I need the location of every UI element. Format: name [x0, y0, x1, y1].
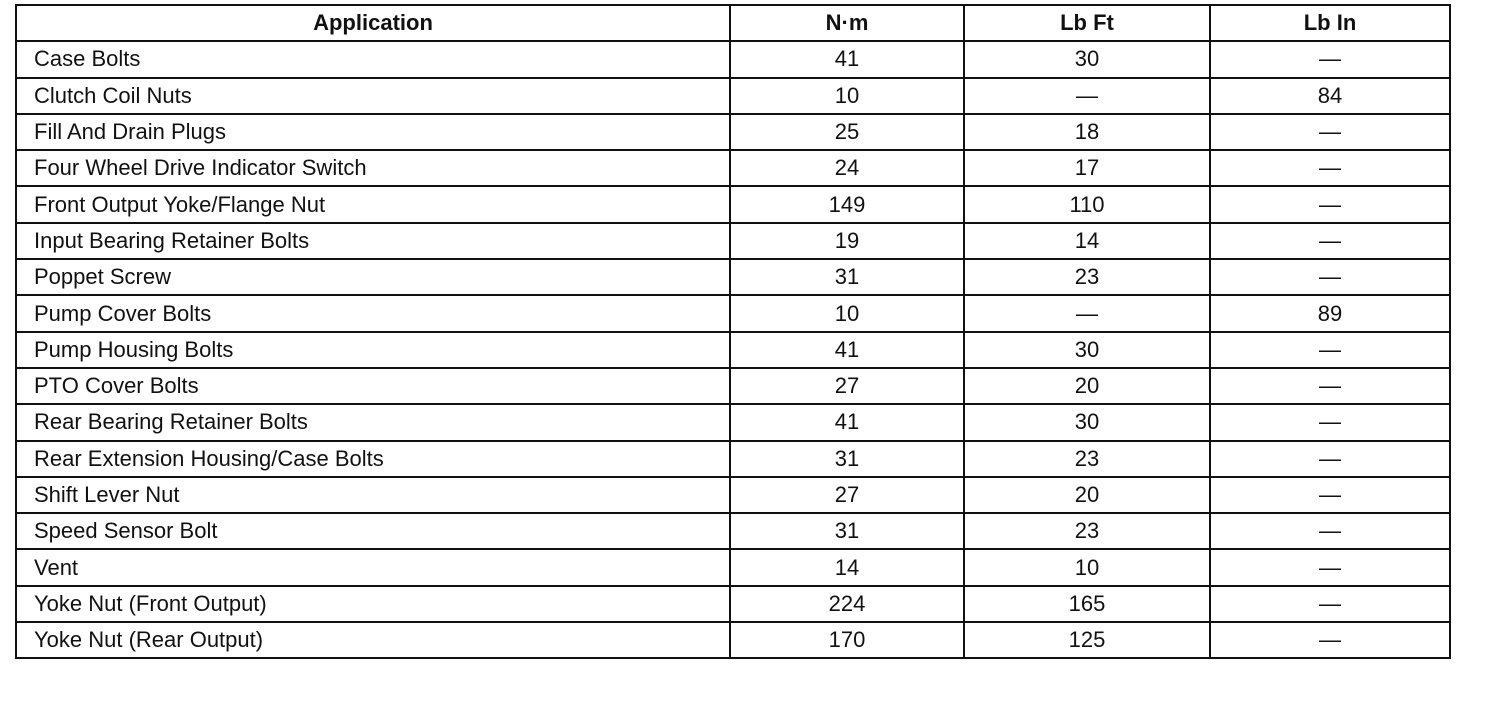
cell-lbin: — — [1210, 259, 1450, 295]
cell-lbin: — — [1210, 186, 1450, 222]
cell-lbin: — — [1210, 622, 1450, 658]
cell-lbft: 30 — [964, 332, 1210, 368]
cell-lbin: — — [1210, 404, 1450, 440]
cell-application: Shift Lever Nut — [16, 477, 730, 513]
header-lbin: Lb In — [1210, 5, 1450, 41]
cell-lbin: — — [1210, 332, 1450, 368]
cell-lbft: 30 — [964, 404, 1210, 440]
cell-lbft: 165 — [964, 586, 1210, 622]
header-lbft: Lb Ft — [964, 5, 1210, 41]
cell-application: Yoke Nut (Rear Output) — [16, 622, 730, 658]
cell-nm: 24 — [730, 150, 964, 186]
cell-nm: 149 — [730, 186, 964, 222]
cell-lbin: — — [1210, 150, 1450, 186]
cell-lbin: — — [1210, 368, 1450, 404]
table-row — [16, 223, 1450, 259]
torque-specifications-table — [15, 4, 1451, 659]
table-row — [16, 259, 1450, 295]
cell-nm: 224 — [730, 586, 964, 622]
cell-lbft: 23 — [964, 259, 1210, 295]
cell-lbin: — — [1210, 223, 1450, 259]
table-row — [16, 622, 1450, 658]
cell-lbin: — — [1210, 586, 1450, 622]
cell-lbft: 30 — [964, 41, 1210, 77]
table-row — [16, 404, 1450, 440]
cell-nm: 25 — [730, 114, 964, 150]
cell-application: Four Wheel Drive Indicator Switch — [16, 150, 730, 186]
cell-application: Yoke Nut (Front Output) — [16, 586, 730, 622]
cell-application: Front Output Yoke/Flange Nut — [16, 186, 730, 222]
cell-lbin: — — [1210, 41, 1450, 77]
cell-nm: 27 — [730, 477, 964, 513]
header-nm: N·m — [730, 5, 964, 41]
cell-nm: 170 — [730, 622, 964, 658]
cell-application: Speed Sensor Bolt — [16, 513, 730, 549]
cell-nm: 41 — [730, 41, 964, 77]
table-row — [16, 513, 1450, 549]
cell-lbft: 20 — [964, 368, 1210, 404]
table-row — [16, 114, 1450, 150]
cell-nm: 31 — [730, 441, 964, 477]
cell-nm: 27 — [730, 368, 964, 404]
cell-lbft: 20 — [964, 477, 1210, 513]
table-row — [16, 332, 1450, 368]
cell-application: Rear Bearing Retainer Bolts — [16, 404, 730, 440]
table-row — [16, 368, 1450, 404]
cell-nm: 19 — [730, 223, 964, 259]
cell-lbft: 23 — [964, 513, 1210, 549]
cell-nm: 10 — [730, 295, 964, 331]
cell-lbft: — — [964, 295, 1210, 331]
cell-lbin: — — [1210, 477, 1450, 513]
cell-nm: 41 — [730, 332, 964, 368]
cell-lbin: — — [1210, 114, 1450, 150]
table-row — [16, 150, 1450, 186]
cell-nm: 41 — [730, 404, 964, 440]
header-application: Application — [16, 5, 730, 41]
table-body — [16, 41, 1450, 658]
cell-application: Vent — [16, 549, 730, 585]
cell-lbin: — — [1210, 549, 1450, 585]
cell-lbft: 125 — [964, 622, 1210, 658]
table-row — [16, 41, 1450, 77]
table-row — [16, 441, 1450, 477]
cell-application: Pump Housing Bolts — [16, 332, 730, 368]
cell-lbft: — — [964, 78, 1210, 114]
cell-nm: 14 — [730, 549, 964, 585]
cell-lbft: 10 — [964, 549, 1210, 585]
cell-application: Case Bolts — [16, 41, 730, 77]
cell-application: PTO Cover Bolts — [16, 368, 730, 404]
cell-application: Fill And Drain Plugs — [16, 114, 730, 150]
table-row — [16, 186, 1450, 222]
cell-lbft: 18 — [964, 114, 1210, 150]
cell-application: Clutch Coil Nuts — [16, 78, 730, 114]
cell-application: Poppet Screw — [16, 259, 730, 295]
cell-application: Input Bearing Retainer Bolts — [16, 223, 730, 259]
cell-lbin: — — [1210, 513, 1450, 549]
cell-lbin: 89 — [1210, 295, 1450, 331]
cell-nm: 31 — [730, 513, 964, 549]
cell-lbft: 23 — [964, 441, 1210, 477]
cell-lbft: 110 — [964, 186, 1210, 222]
cell-lbft: 14 — [964, 223, 1210, 259]
table-row — [16, 549, 1450, 585]
table-row — [16, 78, 1450, 114]
table-header-row — [16, 5, 1450, 41]
table-row — [16, 295, 1450, 331]
cell-lbft: 17 — [964, 150, 1210, 186]
cell-lbin: — — [1210, 441, 1450, 477]
cell-application: Rear Extension Housing/Case Bolts — [16, 441, 730, 477]
cell-nm: 31 — [730, 259, 964, 295]
cell-nm: 10 — [730, 78, 964, 114]
table-row — [16, 477, 1450, 513]
cell-application: Pump Cover Bolts — [16, 295, 730, 331]
table-row — [16, 586, 1450, 622]
cell-lbin: 84 — [1210, 78, 1450, 114]
